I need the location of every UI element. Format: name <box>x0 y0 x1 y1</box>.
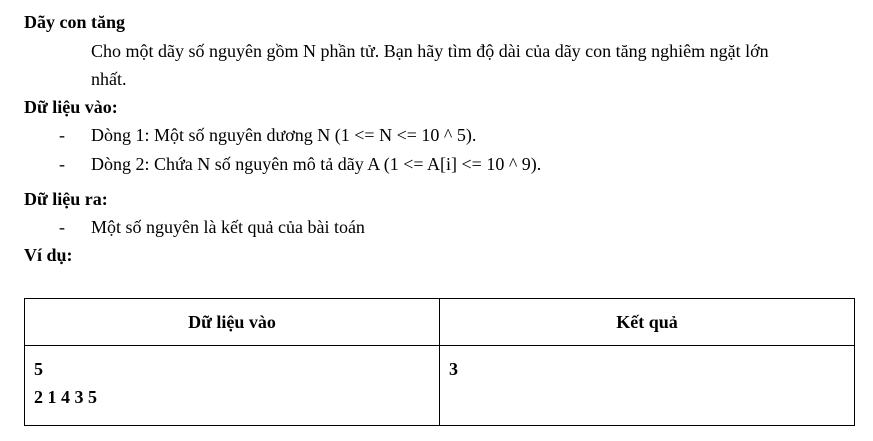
output-item-1-bullet: - <box>59 217 65 237</box>
input-item-1-text: Dòng 1: Một số nguyên dương N (1 <= N <= 10 ^ 5). <box>91 125 477 145</box>
example-input-cell <box>25 346 440 426</box>
example-table-header-output: Kết quả <box>440 299 855 346</box>
example-output-cell <box>440 346 855 426</box>
input-item-2-text: Dòng 2: Chứa N số nguyên mô tả dãy A (1 <= A[i] <= 10 ^ 9). <box>91 154 542 174</box>
example-table-header-input: Dữ liệu vào <box>25 299 440 346</box>
example-heading: Ví dụ: <box>24 245 73 265</box>
input-item-1-bullet: - <box>59 125 65 145</box>
example-input-line-1: 5 <box>34 359 43 379</box>
example-table <box>24 298 855 426</box>
problem-description-line-1: Cho một dãy số nguyên gồm N phần tử. Bạn hãy tìm độ dài của dãy con tăng nghiêm ngặt lớn <box>91 41 769 61</box>
example-output-line-1: 3 <box>449 359 458 379</box>
output-item-1-text: Một số nguyên là kết quả của bài toán <box>91 217 365 237</box>
example-table-row <box>25 346 855 426</box>
output-section-heading: Dữ liệu ra: <box>24 189 108 209</box>
example-table-header-row <box>25 299 855 346</box>
input-section-heading: Dữ liệu vào: <box>24 97 118 117</box>
problem-title: Dãy con tăng <box>24 12 126 32</box>
problem-description-line-2: nhất. <box>91 69 127 89</box>
example-input-line-2: 2 1 4 3 5 <box>34 387 97 407</box>
input-item-2-bullet: - <box>59 154 65 174</box>
